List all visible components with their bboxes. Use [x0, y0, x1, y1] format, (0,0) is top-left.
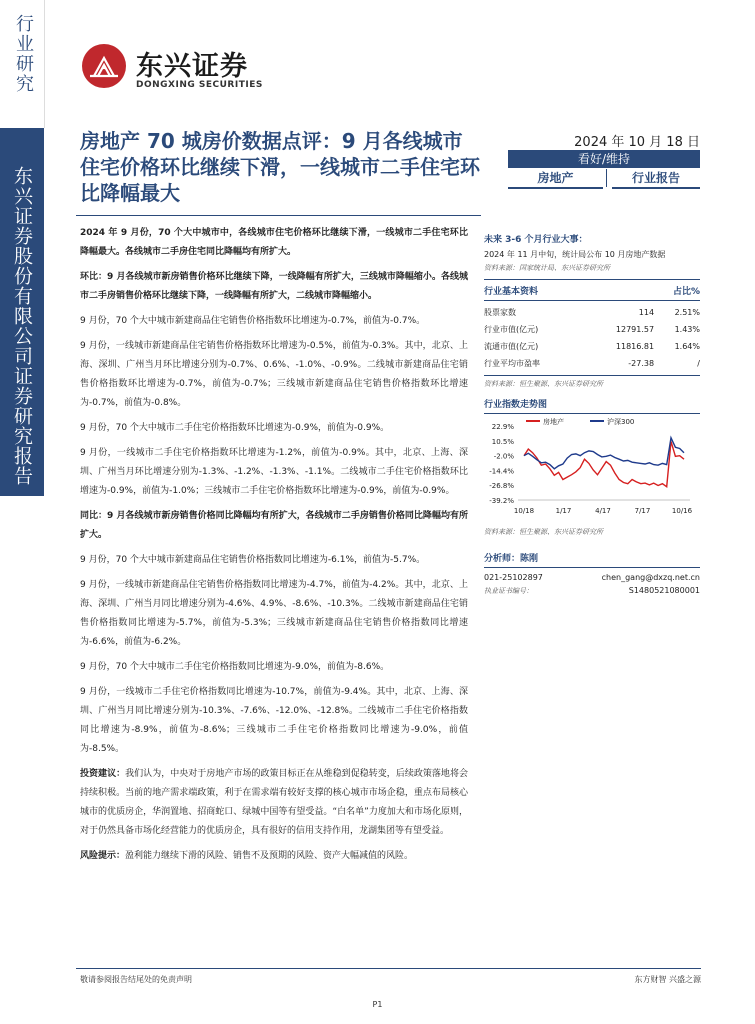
- page-number: P1: [372, 1000, 383, 1009]
- body-paragraph: [80, 268, 468, 306]
- analyst-phone: 021-25102897: [484, 573, 543, 582]
- paragraph-text: 环比：9 月各线城市新房销售价格环比继续下降，一线降幅有所扩大，三线城市降幅缩小。各线城市二手房销售价格环比继续下降，一线降幅有所扩大，二线城市降幅缩小。: [80, 272, 468, 301]
- x-tick-label: 10/18: [513, 507, 535, 515]
- analyst-cert: [484, 586, 700, 596]
- body-paragraph: [80, 444, 468, 501]
- paragraph-text: 9 月份，70 个大中城市二手住宅价格指数环比增速为-0.9%，前值为-0.9%。: [80, 423, 390, 433]
- y-tick-label: -39.2%: [489, 497, 514, 505]
- y-tick-label: -26.8%: [489, 482, 514, 491]
- table-row: [484, 355, 700, 372]
- row-pct: 1.43%: [674, 325, 700, 334]
- table-row: [484, 304, 700, 321]
- body-paragraph: [80, 576, 468, 652]
- paragraph-lead: 风险提示：: [80, 851, 126, 861]
- report-type-tag: 行业报告: [612, 169, 700, 189]
- basics-heading: 行业基本资料: [484, 287, 539, 297]
- analyst-heading: 分析师：陈刚: [484, 554, 539, 564]
- legend-label: 房地产: [543, 418, 564, 426]
- paragraph-text: 9 月份，一线城市二手住宅价格指数环比增速为-1.2%，前值为-0.9%。其中，北京、上海、深圳、广州当月环比增速分别为-1.3%、-1.2%、-1.3%、-1.1%。二线城市二手住宅价格指数环比增速为-0.9%，前值为-1.0%；三线城市二手住宅价格指数环比增速为-0.9%，前值为-0.9%。: [80, 448, 468, 496]
- y-tick-label: -2.0%: [493, 452, 514, 461]
- report-date: 2024 年 10 月 18 日: [574, 135, 700, 150]
- cert-number: S1480521080001: [628, 586, 700, 595]
- row-value: -27.38: [628, 359, 655, 368]
- row-label: 流通市值(亿元): [484, 342, 539, 351]
- rating-badge: 看好/维持: [508, 150, 700, 168]
- row-label: 行业市值(亿元): [484, 325, 539, 334]
- body-paragraph: [80, 765, 468, 841]
- paragraph-text: 盈利能力继续下滑的风险、销售不及预期的风险、资产大幅减值的风险。: [125, 851, 414, 861]
- section-divider: [484, 300, 700, 301]
- paragraph-text: 2024 年 9 月份，70 个大中城市中，各线城市住宅价格环比继续下滑，一线城市二手住宅环比降幅最大。各线城市二手房住宅同比降幅均有所扩大。: [80, 228, 468, 257]
- x-tick-label: 7/17: [634, 507, 651, 515]
- x-tick-label: 4/17: [595, 507, 611, 515]
- sidebar-top: [0, 0, 45, 128]
- events-source: 资料来源：国家统计局、东兴证券研究所: [484, 264, 610, 272]
- paragraph-text: 同比：9 月各线城市新房销售价格同比降幅均有所扩大，各线城市二手房销售价格同比降幅均有所扩大。: [80, 511, 468, 540]
- events-text: 2024 年 11 月中旬，统计局公布 10 月房地产数据: [484, 250, 666, 259]
- paragraph-text: 9 月份，70 个大中城市新建商品住宅销售价格指数同比增速为-6.1%，前值为-5.7%。: [80, 555, 426, 565]
- body-paragraph: [80, 337, 468, 413]
- x-tick-label: 10/16: [671, 507, 693, 515]
- row-label: 行业平均市盈率: [484, 359, 540, 368]
- body-paragraph: [80, 507, 468, 545]
- basics-pct-header: 占比%: [672, 287, 700, 297]
- tag-divider: [606, 169, 607, 187]
- body-paragraph: [80, 658, 468, 677]
- table-row: [484, 321, 700, 338]
- row-value: 12791.57: [615, 325, 655, 334]
- section-divider: [484, 279, 700, 280]
- row-pct: 1.64%: [674, 342, 700, 351]
- events-heading: 未来 3-6 个月行业大事：: [484, 235, 588, 245]
- paragraph-text: 我们认为，中央对于房地产市场的政策目标正在从维稳到促稳转变，后续政策落地将会持续积极。当前的地产需求端政策，利于在需求端有较好支撑的核心城市市场企稳，重点布局核心城市的优质房企，华润置地、招商蛇口、绿城中国等有望受益。“白名单”力度加大和市场化原则，对于仍然具备市场化经营能力的优质房企，具有很好的信用支持作用，龙湖集团等有望受益。: [80, 769, 468, 836]
- row-value: 114: [638, 308, 655, 317]
- y-tick-label: 10.5%: [491, 437, 514, 446]
- legend-label: 沪深300: [607, 418, 635, 426]
- paragraph-lead: 投资建议：: [80, 769, 126, 779]
- paragraph-text: 9 月份，一线城市新建商品住宅销售价格指数同比增速为-4.7%，前值为-4.2%。其中，北京、上海、深圳、广州当月同比增速分别为-4.6%、4.9%、-8.6%、-10.3%。二线城市新建商品住宅销售价格指数同比增速为-5.7%，前值为-5.3%；三线城市新建商品住宅销售价格指数同比增速为-6.6%，前值为-6.2%。: [80, 580, 468, 647]
- body-paragraph: [80, 312, 468, 331]
- report-title: 房地产 70 城房价数据点评：9 月各线城市住宅价格环比继续下滑，一线城市二手住宅环比降幅最大: [80, 129, 480, 205]
- analyst-contact: [484, 573, 700, 582]
- paragraph-text: 9 月份，一线城市二手住宅价格指数同比增速为-10.7%，前值为-9.4%。其中，北京、上海、深圳、广州当月同比增速分别为-10.3%、-7.6%、-12.0%、-12.8%。二线城市二手住宅价格指数同比增速为-8.9%，前值为-8.6%；三线城市二手住宅价格指数同比增速为-9.0%，前值为-8.5%。: [80, 687, 468, 754]
- title-divider: [76, 215, 481, 216]
- paragraph-text: 9 月份，70 个大中城市二手住宅价格指数同比增速为-9.0%，前值为-8.6%。: [80, 662, 390, 672]
- table-row: [484, 338, 700, 355]
- body-paragraph: [80, 551, 468, 570]
- report-body: [80, 224, 468, 872]
- industry-tag: 房地产: [508, 169, 603, 189]
- row-pct: 2.51%: [674, 308, 700, 317]
- footer-disclaimer: 敬请参阅报告结尾处的免责声明: [80, 975, 192, 984]
- report-category-label: 行业研究: [13, 14, 34, 94]
- x-tick-label: 1/17: [555, 507, 572, 515]
- row-pct: /: [697, 359, 700, 368]
- footer-divider: [76, 968, 701, 969]
- chart-heading: 行业指数走势图: [484, 400, 548, 410]
- sidebar-band: [0, 128, 44, 496]
- y-tick-label: 22.9%: [491, 423, 514, 431]
- analyst-email[interactable]: chen_gang@dxzq.net.cn: [601, 573, 700, 582]
- basics-header: [484, 284, 700, 297]
- info-sidebar: [484, 232, 700, 596]
- footer-slogan: 东方财智 兴盛之源: [634, 975, 701, 984]
- logo-chinese-name: 东兴证券: [136, 51, 248, 82]
- basics-table: [484, 304, 700, 372]
- y-tick-label: -14.4%: [489, 467, 514, 476]
- logo-english-name: DONGXING SECURITIES: [136, 80, 263, 90]
- body-paragraph: [80, 683, 468, 759]
- section-divider: [484, 567, 700, 568]
- cert-label: 执业证书编号：: [484, 587, 533, 595]
- row-value: 11816.81: [615, 342, 655, 351]
- body-paragraph: [80, 419, 468, 438]
- section-divider: [484, 375, 700, 376]
- company-logo-icon: [82, 44, 126, 88]
- body-paragraph: [80, 224, 468, 262]
- row-label: 股票家数: [484, 308, 516, 317]
- basics-source: 资料来源：恒生聚源、东兴证券研究所: [484, 380, 603, 388]
- chart-source: 资料来源：恒生聚源、东兴证券研究所: [484, 528, 603, 536]
- company-label: 东兴证券股份有限公司证券研究报告: [11, 166, 33, 486]
- paragraph-text: 9 月份，一线城市新建商品住宅销售价格指数环比增速为-0.5%，前值为-0.3%。其中，北京、上海、深圳、广州当月环比增速分别为-0.7%、0.6%、-1.0%、-0.9%。二线城市新建商品住宅销售价格指数环比增速为-0.7%，前值为-0.7%；三线城市新建商品住宅销售价格指数环比增速为-0.7%，前值为-0.8%。: [80, 341, 468, 408]
- body-paragraph: [80, 847, 468, 866]
- paragraph-text: 9 月份，70 个大中城市新建商品住宅销售价格指数环比增速为-0.7%，前值为-0.7%。: [80, 316, 426, 326]
- index-trend-chart: [484, 414, 700, 524]
